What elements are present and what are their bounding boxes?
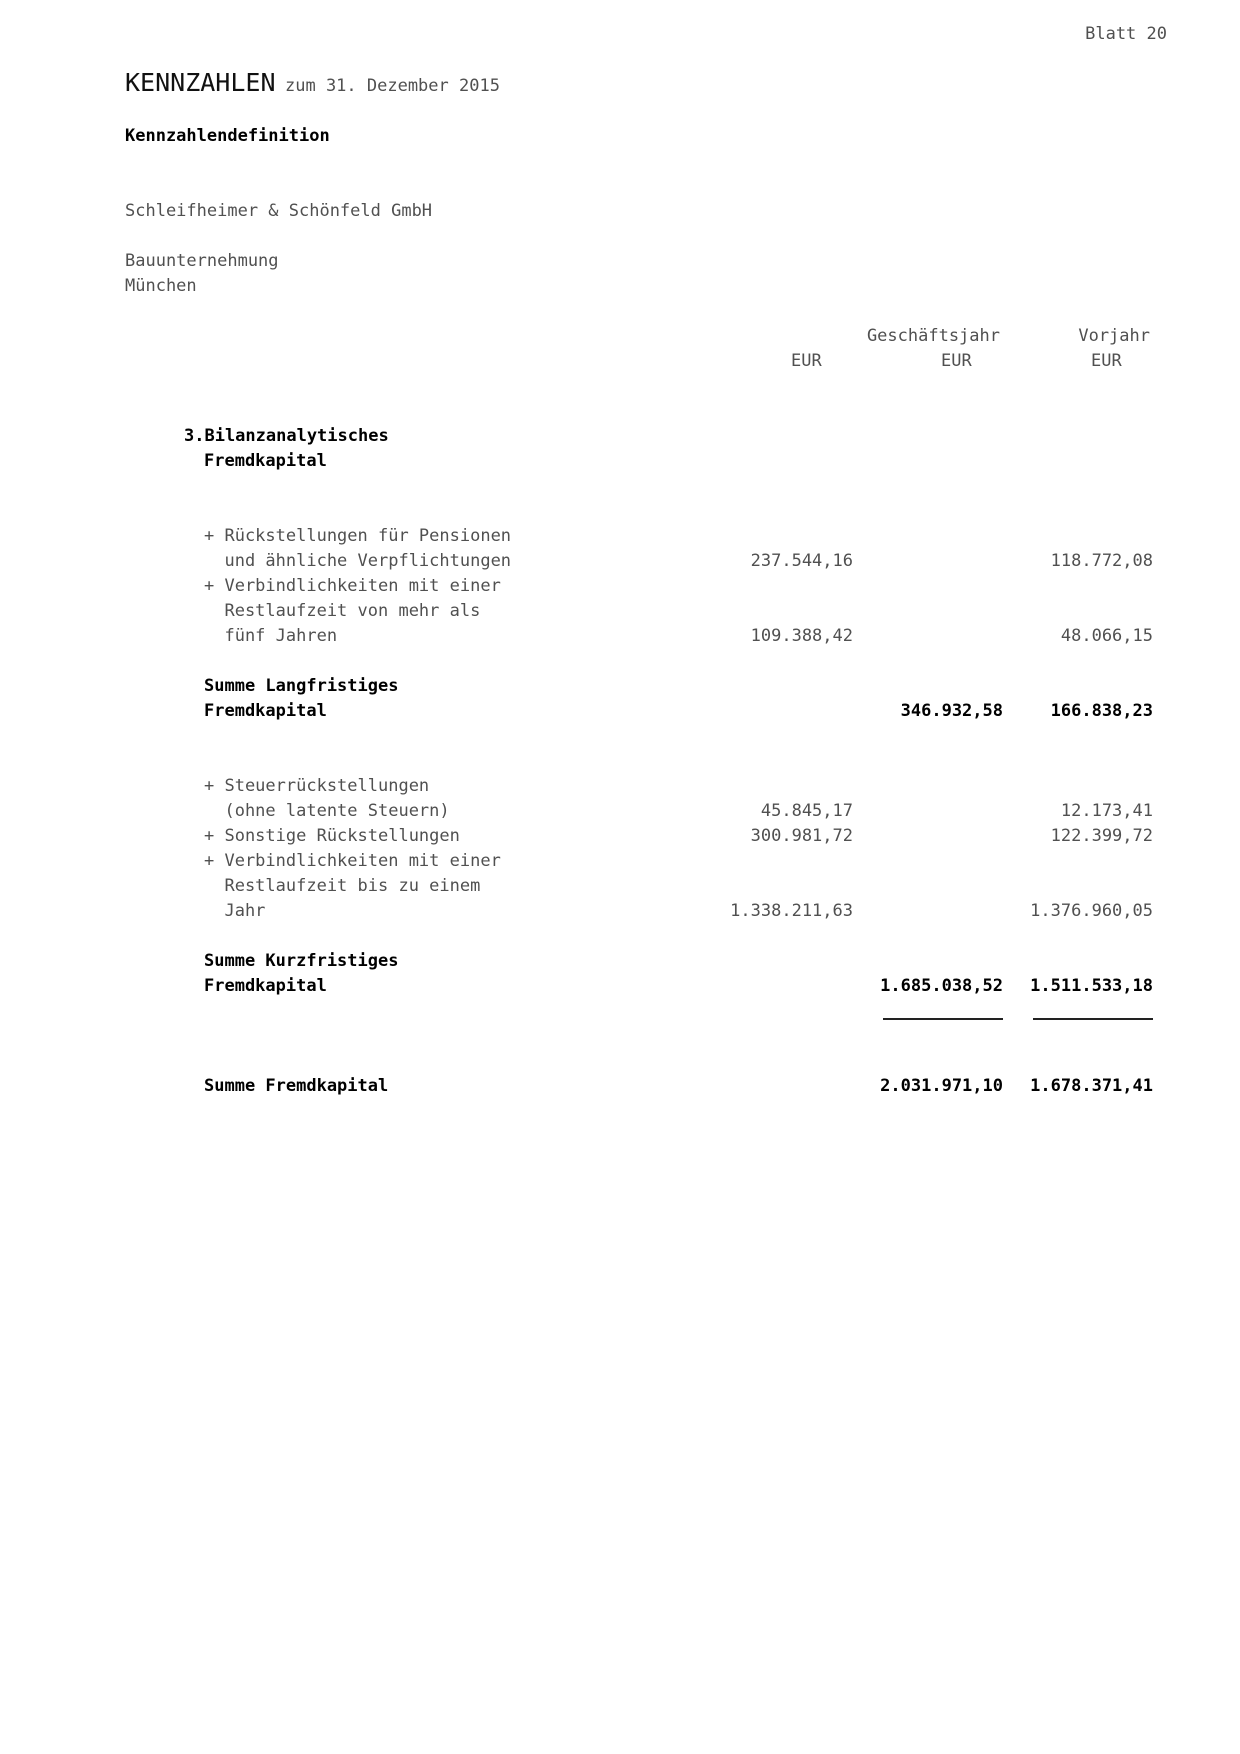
sum-short-current: 1.685.038,52	[880, 976, 1003, 996]
report-date: zum 31. Dezember 2015	[285, 76, 500, 96]
col2-label: Geschäftsjahr	[866, 326, 1000, 346]
sum-long-prior: 166.838,23	[1050, 701, 1153, 721]
company-name: Schleifheimer & Schönfeld GmbH	[125, 201, 433, 221]
verb-mehr-value: 109.388,42	[750, 626, 853, 646]
pensionen-prior: 118.772,08	[1050, 551, 1153, 571]
total-prior: 1.678.371,41	[1030, 1076, 1153, 1096]
verb-bis-value: 1.338.211,63	[730, 901, 853, 921]
col3-label: Vorjahr	[1078, 326, 1150, 346]
steuer-value: 45.845,17	[760, 801, 853, 821]
company-line1: Bauunternehmung	[125, 251, 279, 271]
pensionen-label-1: + Rückstellungen für Pensionen	[204, 526, 512, 546]
steuer-label-2: (ohne latente Steuern)	[204, 801, 450, 821]
sum-short-label-1: Summe Kurzfristiges	[204, 951, 399, 971]
pensionen-label-2: und ähnliche Verpflichtungen	[204, 551, 512, 571]
col1-unit: EUR	[791, 351, 822, 371]
verb-mehr-label-1: + Verbindlichkeiten mit einer	[204, 576, 501, 596]
sheet-number: Blatt 20	[1085, 24, 1167, 44]
underline-prior	[1033, 1018, 1153, 1020]
verb-bis-label-3: Jahr	[204, 901, 266, 921]
sum-long-current: 346.932,58	[900, 701, 1003, 721]
page-subtitle: Kennzahlendefinition	[125, 126, 330, 146]
pensionen-value: 237.544,16	[750, 551, 853, 571]
sum-short-label-2: Fremdkapital	[204, 976, 327, 996]
verb-bis-label-1: + Verbindlichkeiten mit einer	[204, 851, 501, 871]
verb-bis-prior: 1.376.960,05	[1030, 901, 1153, 921]
underline-current	[883, 1018, 1003, 1020]
verb-mehr-label-3: fünf Jahren	[204, 626, 338, 646]
sum-short-prior: 1.511.533,18	[1030, 976, 1153, 996]
steuer-prior: 12.173,41	[1060, 801, 1153, 821]
section-heading-line2: Fremdkapital	[204, 451, 327, 471]
page-title: KENNZAHLEN	[125, 68, 276, 97]
verb-mehr-label-2: Restlaufzeit von mehr als	[204, 601, 481, 621]
verb-mehr-prior: 48.066,15	[1060, 626, 1153, 646]
sonstige-prior: 122.399,72	[1050, 826, 1153, 846]
sonstige-value: 300.981,72	[750, 826, 853, 846]
total-label: Summe Fremdkapital	[204, 1076, 389, 1096]
sum-long-label-2: Fremdkapital	[204, 701, 327, 721]
col3-unit: EUR	[1091, 351, 1122, 371]
sonstige-label: + Sonstige Rückstellungen	[204, 826, 460, 846]
col2-unit: EUR	[941, 351, 972, 371]
steuer-label-1: + Steuerrückstellungen	[204, 776, 430, 796]
sum-long-label-1: Summe Langfristiges	[204, 676, 399, 696]
company-line2: München	[125, 276, 197, 296]
section-heading-line1: 3.Bilanzanalytisches	[184, 426, 389, 446]
verb-bis-label-2: Restlaufzeit bis zu einem	[204, 876, 481, 896]
total-current: 2.031.971,10	[880, 1076, 1003, 1096]
